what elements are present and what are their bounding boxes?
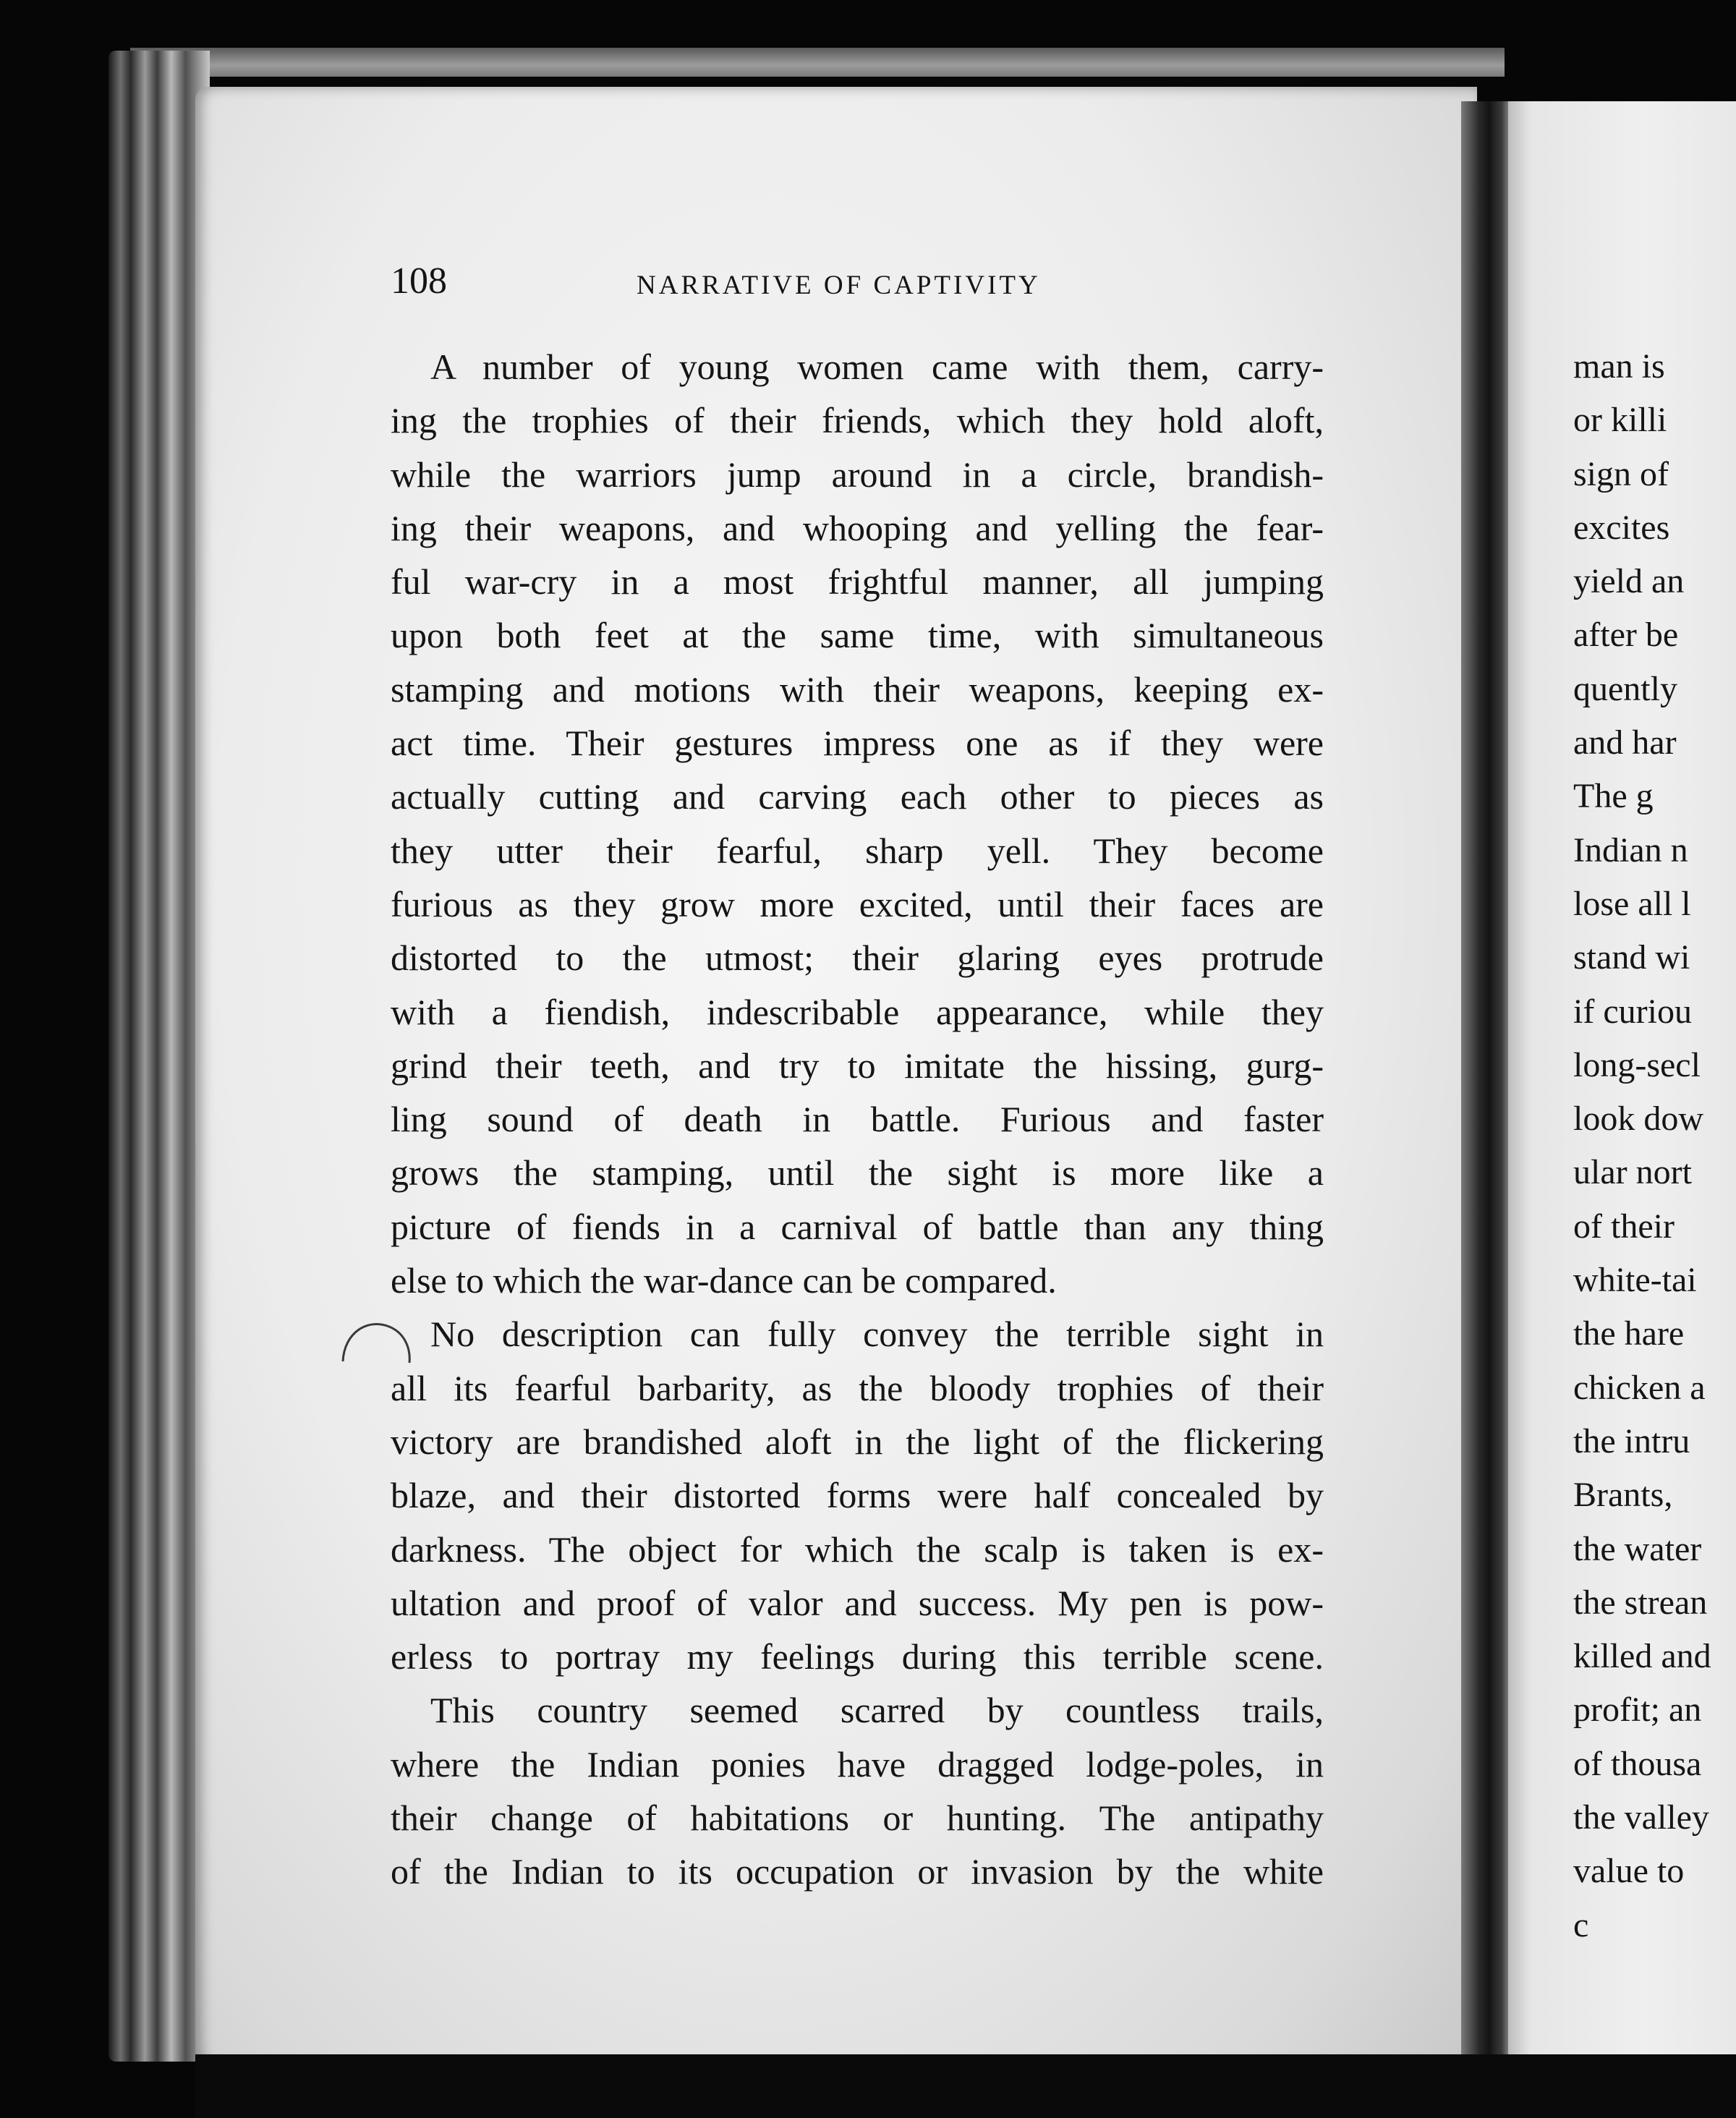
- text-line: This country seemed scarred by countless trails,: [430, 1690, 1324, 1731]
- text-line: upon both feet at the same time, with simultaneous: [391, 615, 1324, 656]
- right-text-line: sign of: [1573, 454, 1669, 493]
- right-text-line: ular nort: [1573, 1153, 1692, 1192]
- text-line: A number of young women came with them, carry-: [430, 346, 1324, 387]
- book-top-edge: [130, 48, 1505, 77]
- text-line: all its fearful barbarity, as the bloody trophies of their: [391, 1367, 1324, 1408]
- right-text-line: quently: [1573, 669, 1677, 708]
- text-line: grows the stamping, until the sight is more like a: [391, 1152, 1324, 1194]
- text-line: where the Indian ponies have dragged lodge-poles, in: [391, 1743, 1324, 1785]
- right-text-line: lose all l: [1573, 884, 1691, 923]
- book-gutter: [1461, 101, 1512, 2054]
- text-line: ing their weapons, and whooping and yelling the fear-: [391, 507, 1324, 548]
- right-page-text: [1573, 340, 1736, 1952]
- text-line: ful war-cry in a most frightful manner, all jumping: [391, 561, 1324, 603]
- right-text-line: if curiou: [1573, 992, 1692, 1031]
- right-text-line: Indian n: [1573, 830, 1688, 869]
- text-line: actually cutting and carving each other to pieces as: [391, 776, 1324, 817]
- right-text-line: value to: [1573, 1852, 1685, 1891]
- text-line: picture of fiends in a carnival of battle than any thing: [391, 1206, 1324, 1247]
- text-line: of the Indian to its occupation or invasion by the white: [391, 1851, 1324, 1892]
- right-text-line: the intru: [1573, 1421, 1690, 1460]
- running-title: NARRATIVE OF CAPTIVITY: [637, 271, 1041, 300]
- text-line: they utter their fearful, sharp yell. They become: [391, 830, 1324, 871]
- paragraph: [391, 1307, 1324, 1683]
- right-text-line: excites: [1573, 508, 1670, 547]
- text-line: erless to portray my feelings during this terrible scene.: [391, 1636, 1324, 1677]
- right-text-line: look dow: [1573, 1100, 1703, 1139]
- text-line: else to which the war-dance can be compared.: [391, 1260, 1057, 1301]
- right-text-line: Brants,: [1573, 1476, 1673, 1515]
- running-header: [391, 256, 1324, 307]
- text-line: ing the trophies of their friends, which they hold aloft,: [391, 400, 1324, 441]
- bottom-shadow: [195, 2054, 1736, 2118]
- text-line: act time. Their gestures impress one as if they were: [391, 723, 1324, 764]
- right-text-line: of thousa: [1573, 1744, 1702, 1783]
- right-text-line: yield an: [1573, 562, 1685, 601]
- paragraph: [391, 340, 1324, 1307]
- right-text-line: profit; an: [1573, 1690, 1702, 1730]
- text-line: No description can fully convey the terrible sight in: [430, 1314, 1324, 1355]
- right-text-line: white-tai: [1573, 1261, 1697, 1300]
- book-page-edges: [109, 51, 210, 2062]
- text-line: blaze, and their distorted forms were half concealed by: [391, 1475, 1324, 1516]
- body-text: [391, 340, 1324, 1899]
- paragraph: [391, 1683, 1324, 1898]
- text-line: with a fiendish, indescribable appearance, while they: [391, 991, 1324, 1032]
- right-text-line: c: [1573, 1905, 1589, 1944]
- right-text-line: the valley: [1573, 1798, 1709, 1837]
- text-line: grind their teeth, and try to imitate the hissing, gurg-: [391, 1045, 1324, 1086]
- text-line: distorted to the utmost; their glaring eyes protrude: [391, 937, 1324, 979]
- right-text-line: killed and: [1573, 1637, 1711, 1676]
- text-line: ultation and proof of valor and success. My pen is pow-: [391, 1582, 1324, 1623]
- right-text-line: man is: [1573, 347, 1665, 386]
- text-line: furious as they grow more excited, until their faces are: [391, 883, 1324, 924]
- text-line: darkness. The object for which the scalp is taken is ex-: [391, 1528, 1324, 1570]
- right-text-line: chicken a: [1573, 1368, 1706, 1407]
- right-text-line: The g: [1573, 777, 1654, 816]
- right-text-line: long-secl: [1573, 1045, 1701, 1084]
- text-line: stamping and motions with their weapons, keeping ex-: [391, 668, 1324, 710]
- pencil-bracket-mark: [339, 1311, 433, 1369]
- right-text-line: and har: [1573, 723, 1677, 762]
- right-text-line: or killi: [1573, 401, 1667, 440]
- page-number: 108: [391, 260, 447, 302]
- right-text-line: the hare: [1573, 1314, 1685, 1353]
- right-text-line: the strean: [1573, 1583, 1708, 1622]
- text-line: victory are brandished aloft in the light of the flickering: [391, 1421, 1324, 1462]
- text-line: ling sound of death in battle. Furious and faster: [391, 1099, 1324, 1140]
- right-text-line: after be: [1573, 616, 1679, 655]
- right-text-line: the water: [1573, 1529, 1702, 1568]
- text-line: while the warriors jump around in a circle, brandish-: [391, 454, 1324, 495]
- right-text-line: stand wi: [1573, 938, 1690, 977]
- right-text-line: of their: [1573, 1207, 1675, 1246]
- text-line: their change of habitations or hunting. The antipathy: [391, 1798, 1324, 1839]
